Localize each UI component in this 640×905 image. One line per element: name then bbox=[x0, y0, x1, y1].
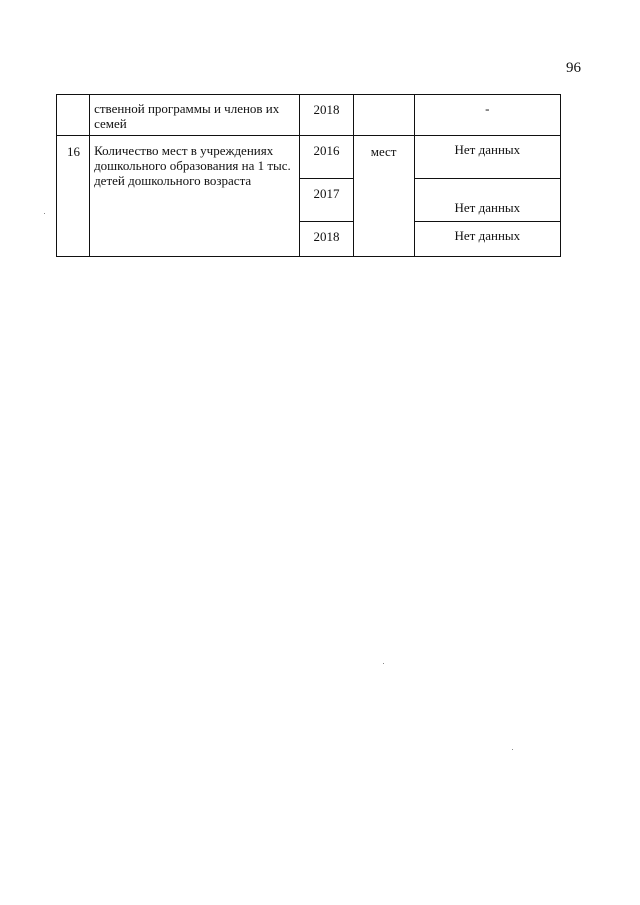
year-cell bbox=[300, 222, 353, 257]
indicator-name-cell bbox=[90, 136, 300, 257]
indicator-name: Количество мест в учреждениях дошкольного образования на 1 тыс. детей дошкольного возраста bbox=[94, 143, 291, 188]
scan-speck bbox=[383, 663, 384, 664]
value-cell bbox=[414, 222, 560, 257]
indicator-table bbox=[56, 94, 561, 257]
value-cell bbox=[414, 136, 560, 179]
table-row bbox=[57, 136, 561, 179]
unit-cell bbox=[353, 95, 414, 136]
unit-value: мест bbox=[370, 144, 397, 159]
table-row bbox=[57, 95, 561, 136]
year-value: 2016 bbox=[313, 143, 340, 158]
value-cell bbox=[414, 95, 560, 136]
indicator-value: Нет данных bbox=[454, 142, 521, 157]
row-number-cell bbox=[57, 136, 90, 257]
indicator-value: - bbox=[485, 101, 490, 116]
page-number: 96 bbox=[566, 60, 581, 76]
row-number bbox=[57, 95, 89, 103]
value-cell bbox=[414, 179, 560, 222]
year-value: 2018 bbox=[313, 102, 340, 117]
indicator-name: ственной программы и членов их семей bbox=[94, 101, 280, 131]
scan-speck bbox=[44, 213, 45, 214]
indicator-name-cell bbox=[90, 95, 300, 136]
indicator-value: Нет данных bbox=[454, 200, 521, 215]
unit-cell bbox=[353, 136, 414, 257]
year-value: 2017 bbox=[313, 186, 340, 201]
scan-speck bbox=[512, 749, 513, 750]
indicator-value: Нет данных bbox=[454, 228, 521, 243]
year-cell bbox=[300, 179, 353, 222]
year-cell bbox=[300, 136, 353, 179]
row-number-cell bbox=[57, 95, 90, 136]
year-cell bbox=[300, 95, 353, 136]
row-number: 16 bbox=[67, 144, 80, 159]
year-value: 2018 bbox=[313, 229, 340, 244]
unit-value bbox=[354, 95, 414, 103]
